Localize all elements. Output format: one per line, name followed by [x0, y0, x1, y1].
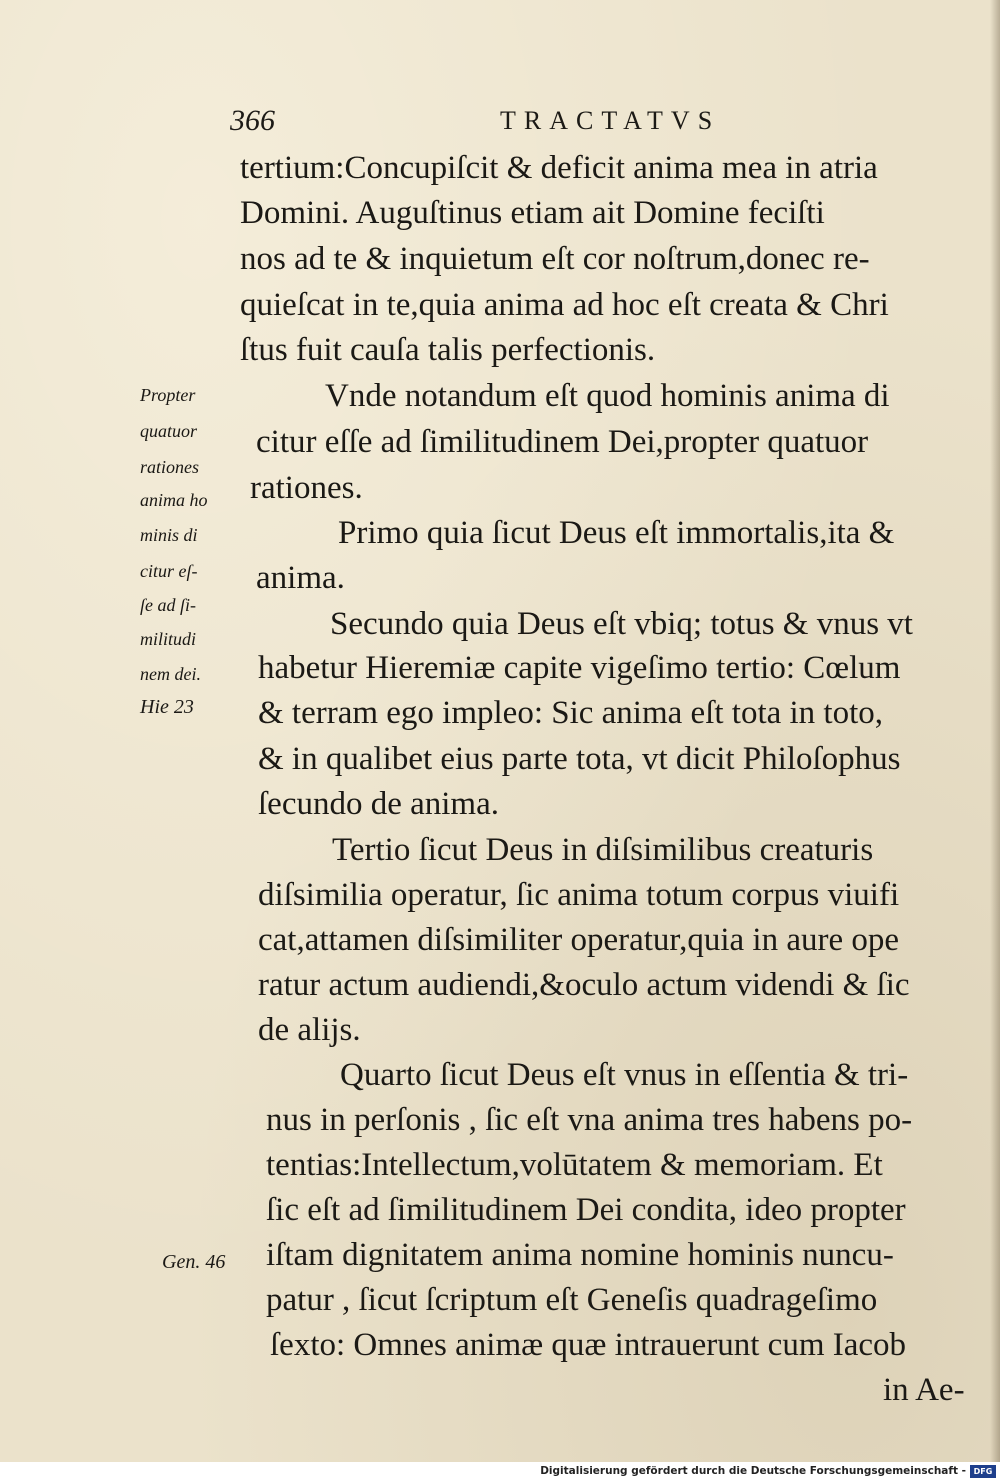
text-line: de alijs. — [258, 1012, 361, 1048]
text-line: Domini. Auguſtinus etiam ait Domine feciſti — [240, 195, 825, 231]
text-line: Quarto ſicut Deus eſt vnus in eſſentia & tri- — [340, 1057, 909, 1093]
digitization-footer — [0, 1462, 1000, 1482]
text-line: iſtam dignitatem anima nomine hominis nuncu- — [266, 1237, 894, 1273]
text-line: patur , ſicut ſcriptum eſt Geneſis quadrageſimo — [266, 1282, 878, 1318]
text-line: quieſcat in te,quia anima ad hoc eſt creata & Chri — [240, 287, 889, 323]
text-line: Secundo quia Deus eſt vbiq; totus & vnus vt — [330, 606, 913, 642]
text-line: diſsimilia operatur, ſic anima totum corpus viuifi — [258, 877, 900, 913]
text-line: ratur actum audiendi,&oculo actum videndi & ſic — [258, 967, 910, 1003]
text-line: anima. — [256, 560, 345, 596]
text-line: Vnde notandum eſt quod hominis anima di — [325, 378, 890, 414]
text-line: tertium:Concupiſcit & deficit anima mea in atria — [240, 150, 878, 186]
text-line: & terram ego impleo: Sic anima eſt tota in toto, — [258, 695, 884, 731]
dfg-logo-icon: DFG — [970, 1465, 996, 1478]
text-line: ſexto: Omnes animæ quæ intrauerunt cum Iacob — [270, 1327, 907, 1363]
margin-note: quatuor — [140, 421, 198, 441]
text-line: rationes. — [250, 470, 363, 506]
margin-note: ſe ad ſi- — [140, 595, 196, 615]
margin-note: minis di — [140, 525, 198, 545]
margin-note: anima ho — [140, 490, 208, 510]
catchword: in Ae- — [883, 1372, 965, 1408]
text-line: Tertio ſicut Deus in diſsimilibus creaturis — [332, 832, 874, 868]
text-line: Primo quia ſicut Deus eſt immortalis,ita & — [338, 515, 895, 551]
text-line: nus in perſonis , ſic eſt vna anima tres habens po- — [266, 1102, 913, 1138]
running-title: TRACTATVS — [500, 106, 721, 135]
text-line: cat,attamen diſsimiliter operatur,quia in aure ope — [258, 922, 900, 958]
margin-note: rationes — [140, 457, 200, 477]
margin-note: militudi — [140, 629, 197, 649]
page-header — [0, 104, 1000, 140]
text-line: & in qualibet eius parte tota, vt dicit Philoſophus — [258, 741, 901, 777]
page-number: 366 — [230, 104, 275, 137]
text-line: citur eſſe ad ſimilitudinem Dei,propter quatuor — [256, 424, 869, 460]
margin-note: Propter — [140, 385, 196, 405]
text-line: ſecundo de anima. — [258, 786, 499, 822]
text-line: tentias:Intellectum,volūtatem & memoriam. Et — [266, 1147, 883, 1183]
text-line: nos ad te & inquietum eſt cor noſtrum,donec re- — [240, 241, 870, 277]
text-line: ſic eſt ad ſimilitudinem Dei condita, ideo propter — [266, 1192, 906, 1228]
page-edge-shadow — [990, 0, 1000, 1462]
text-line: ſtus fuit cauſa talis perfectionis. — [240, 332, 656, 368]
funding-credit: Digitalisierung gefördert durch die Deutsche Forschungsgemeinschaft - — [540, 1465, 966, 1477]
margin-note: Hie 23 — [140, 696, 194, 718]
text-line: habetur Hieremiæ capite vigeſimo tertio: Cœlum — [258, 650, 901, 686]
margin-note: citur eſ- — [140, 561, 198, 581]
margin-note: Gen. 46 — [162, 1251, 226, 1273]
margin-note: nem dei. — [140, 664, 201, 684]
